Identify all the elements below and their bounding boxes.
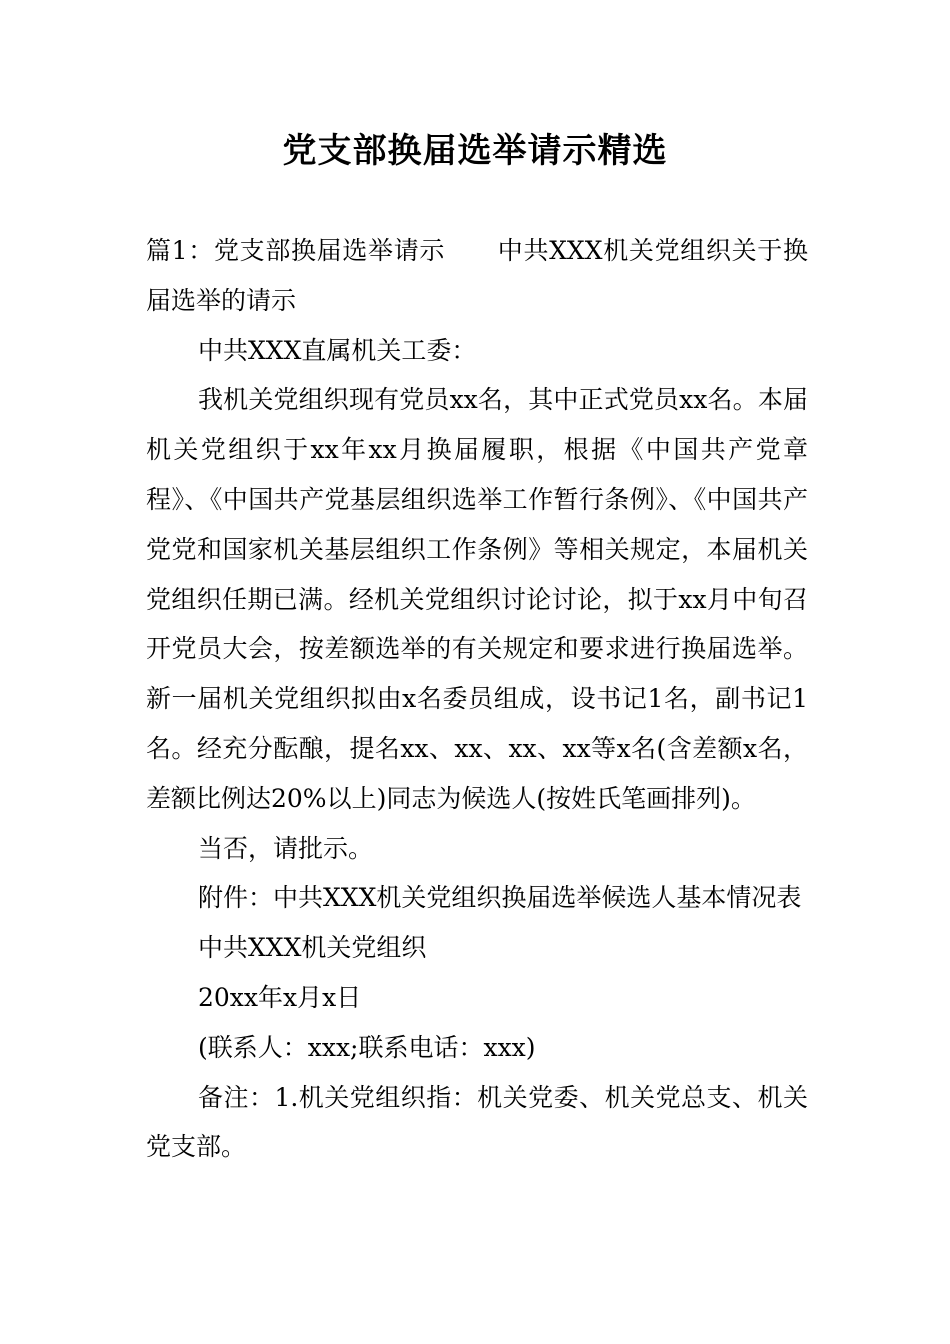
document-body	[146, 226, 808, 1172]
heading-part-2: 中共XXX机关党组织关于换届选举的请示	[146, 236, 808, 315]
main-paragraph: 我机关党组织现有党员xx名，其中正式党员xx名。本届机关党组织于xx年xx月换届履职，根据《中国共产党章程》、《中国共产党基层组织选举工作暂行条例》、《中国共产党党和国家机关基层组织工作条例》等相关规定，本届机关党组织任期已满。经机关党组织讨论讨论，拟于xx月中旬召开党员大会，按差额选举的有关规定和要求进行换届选举。新一届机关党组织拟由x名委员组成，设书记1名，副书记1名。经充分酝酿，提名xx、xx、xx、xx等x名(含差额x名，差额比例达20%以上)同志为候选人(按姓氏笔画排列)。	[146, 385, 808, 813]
document-title: 党支部换届选举请示精选	[282, 131, 668, 171]
note-paragraph: 备注：1.机关党组织指：机关党委、机关党总支、机关党支部。	[146, 1082, 808, 1162]
signature-org: 中共XXX机关党组织	[198, 933, 427, 963]
document-date: 20xx年x月x日	[198, 982, 362, 1012]
request-line: 当否，请批示。	[198, 833, 374, 863]
document-heading	[146, 226, 808, 326]
attachment-line: 附件：中共XXX机关党组织换届选举候选人基本情况表	[198, 883, 802, 913]
heading-part-1: 篇1：党支部换届选举请示	[146, 236, 446, 265]
contact-line: (联系人：xxx;联系电话：xxx)	[198, 1032, 536, 1062]
salutation: 中共XXX直属机关工委：	[198, 335, 477, 365]
